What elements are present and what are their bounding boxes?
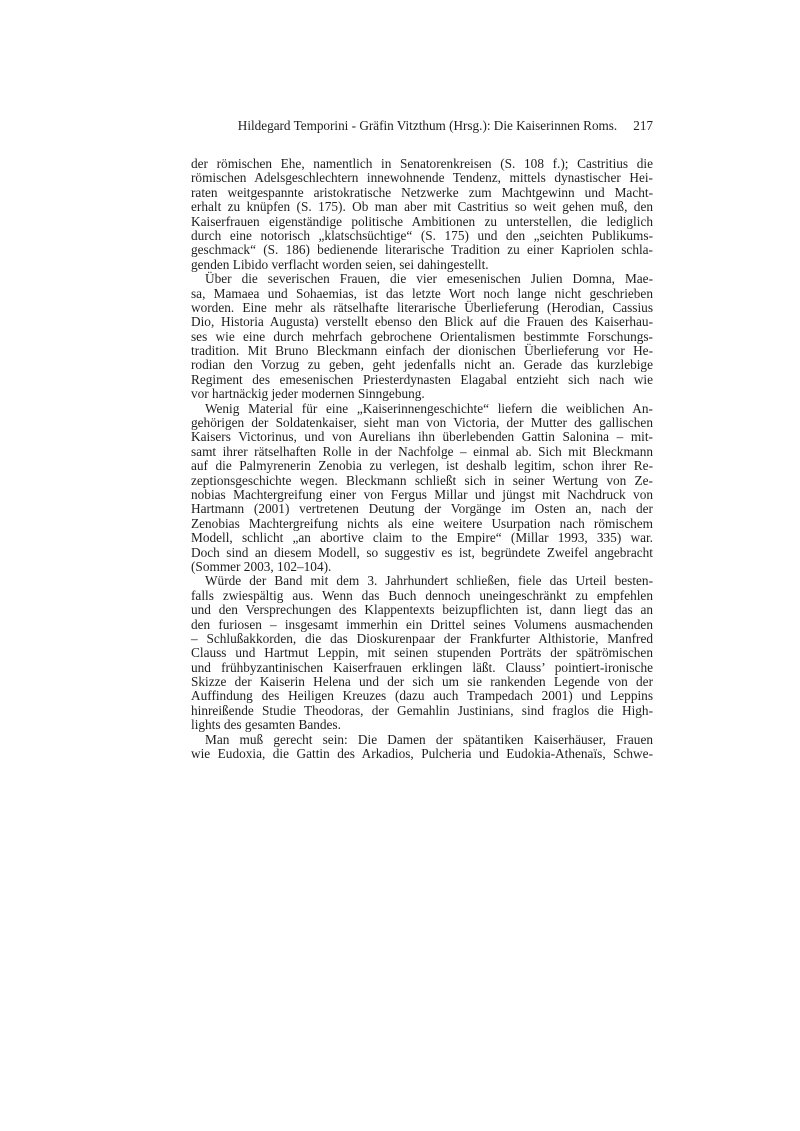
text-line: den furiosen – insgesamt immerhin ein Drittel seines Volumens ausmachenden [191, 616, 653, 632]
text-line: worden. Eine mehr als rätselhafte literarische Überlieferung (Herodian, Cassius [191, 299, 653, 315]
text-line: genden Libido verflacht worden seien, sei dahingestellt. [191, 256, 489, 272]
text-line: und frühbyzantinischen Kaiserfrauen erklingen läßt. Clauss’ pointiert-ironische [191, 659, 653, 675]
text-line: auf die Palmyrenerin Zenobia zu verlegen, ist deshalb legitim, schon ihrer Re- [191, 458, 653, 474]
text-line: erhalt zu knüpfen (S. 175). Ob man aber mit Castritius so weit gehen muß, den [191, 199, 653, 215]
running-head [191, 119, 653, 133]
text-line: Kaisers Victorinus, und von Aurelians ihn überlebenden Gattin Salonina – mit- [191, 429, 653, 445]
text-line: und den Versprechungen des Klappentexts beizupflichten ist, dann liegt das an [191, 602, 653, 618]
text-line: nobias Machtergreifung einer von Fergus Millar und jüngst mit Nachdruck von [191, 486, 653, 502]
text-line: samt ihrer rätselhaften Rolle in der Nachfolge – einmal ab. Sich mit Bleckmann [191, 443, 653, 459]
text-line: Über die severischen Frauen, die vier emesenischen Julien Domna, Mae- [205, 271, 653, 287]
text-line: (Sommer 2003, 102–104). [191, 558, 332, 574]
text-line: lights des gesamten Bandes. [191, 717, 341, 733]
text-line: rodian den Vorzug zu geben, geht jedenfalls nicht an. Gerade das kurzlebige [191, 357, 653, 373]
text-line: römischen Adelsgeschlechtern innewohnende Tendenz, mittels dynastischer Hei- [191, 170, 653, 186]
paragraph [191, 402, 653, 575]
text-line: Man muß gerecht sein: Die Damen der spätantiken Kaiserhäuser, Frauen [205, 731, 653, 747]
text-line: falls zwiespältig aus. Wenn das Buch dennoch uneingeschränkt zu empfehlen [191, 587, 653, 603]
text-line: Zenobias Machtergreifung nichts als eine weitere Usurpation nach römischem [191, 515, 653, 531]
text-line: gehörigen der Soldatenkaiser, sieht man von Victoria, der Mutter des gallischen [191, 415, 653, 431]
text-line: Hartmann (2001) vertretenen Deutung der Vorgänge im Osten an, nach der [191, 501, 653, 517]
page-number: 217 [633, 118, 653, 133]
text-line: Clauss und Hartmut Leppin, mit seinen stupenden Porträts der spätrömischen [191, 645, 653, 661]
paragraph [191, 157, 653, 272]
running-head-title: Hildegard Temporini - Gräfin Vitzthum (Hrsg.): Die Kaiserinnen Roms. [237, 118, 618, 133]
text-line: Wenig Material für eine „Kaiserinnengeschichte“ liefern die weiblichen An- [205, 400, 653, 416]
paragraph [191, 272, 653, 402]
text-line: raten weitgespannte aristokratische Netzwerke zum Machtgewinn und Macht- [191, 184, 653, 200]
text-line: zeptionsgeschichte wegen. Bleckmann schließt sich in seiner Wertung von Ze- [191, 472, 653, 488]
text-line: der römischen Ehe, namentlich in Senatorenkreisen (S. 108 f.); Castritius die [191, 156, 653, 171]
text-line: hinreißende Studie Theodoras, der Gemahlin Justinians, sind fraglos die High- [191, 702, 653, 718]
text-line: wie Eudoxia, die Gattin des Arkadios, Pulcheria und Eudokia-Athenaïs, Schwe- [191, 746, 653, 762]
text-line: durch eine notorisch „klatschsüchtige“ (S. 175) und den „seichten Publikums- [191, 227, 653, 243]
text-line: Skizze der Kaiserin Helena und der sich um sie rankenden Legende von der [191, 674, 653, 690]
body-text [191, 157, 653, 761]
paragraph [191, 574, 653, 732]
text-line: geschmack“ (S. 186) bedienende literarische Tradition zu einer Kapriolen schla- [191, 242, 653, 258]
text-line: – Schlußakkorden, die das Dioskurenpaar der Frankfurter Althistorie, Manfred [191, 630, 653, 646]
text-line: Auffindung des Heiligen Kreuzes (dazu auch Trampedach 2001) und Leppins [191, 688, 653, 704]
text-line: sa, Mamaea und Sohaemias, ist das letzte Wort noch lange nicht geschrieben [191, 285, 653, 301]
paragraph [191, 733, 653, 762]
text-line: vor hartnäckig jeder modernen Sinngebung. [191, 386, 425, 402]
text-line: Modell, schlicht „an abortive claim to the Empire“ (Millar 1993, 335) war. [191, 530, 653, 546]
text-line: tradition. Mit Bruno Bleckmann einfach der dionischen Überlieferung vor He- [191, 343, 653, 359]
text-line: Würde der Band mit dem 3. Jahrhundert schließen, fiele das Urteil besten- [205, 573, 653, 589]
text-line: Dio, Historia Augusta) verstellt ebenso den Blick auf die Frauen des Kaiserhau- [191, 314, 653, 330]
text-line: Regiment des emesenischen Priesterdynasten Elagabal entzieht sich nach wie [191, 371, 653, 387]
text-line: Doch sind an diesem Modell, so suggestiv es ist, begründete Zweifel angebracht [191, 544, 653, 560]
text-line: ses wie eine durch mehrfach gebrochene Orientalismen bestimmte Forschungs- [191, 328, 653, 344]
text-line: Kaiserfrauen eigenständige politische Ambitionen zu unterstellen, die lediglich [191, 213, 653, 229]
